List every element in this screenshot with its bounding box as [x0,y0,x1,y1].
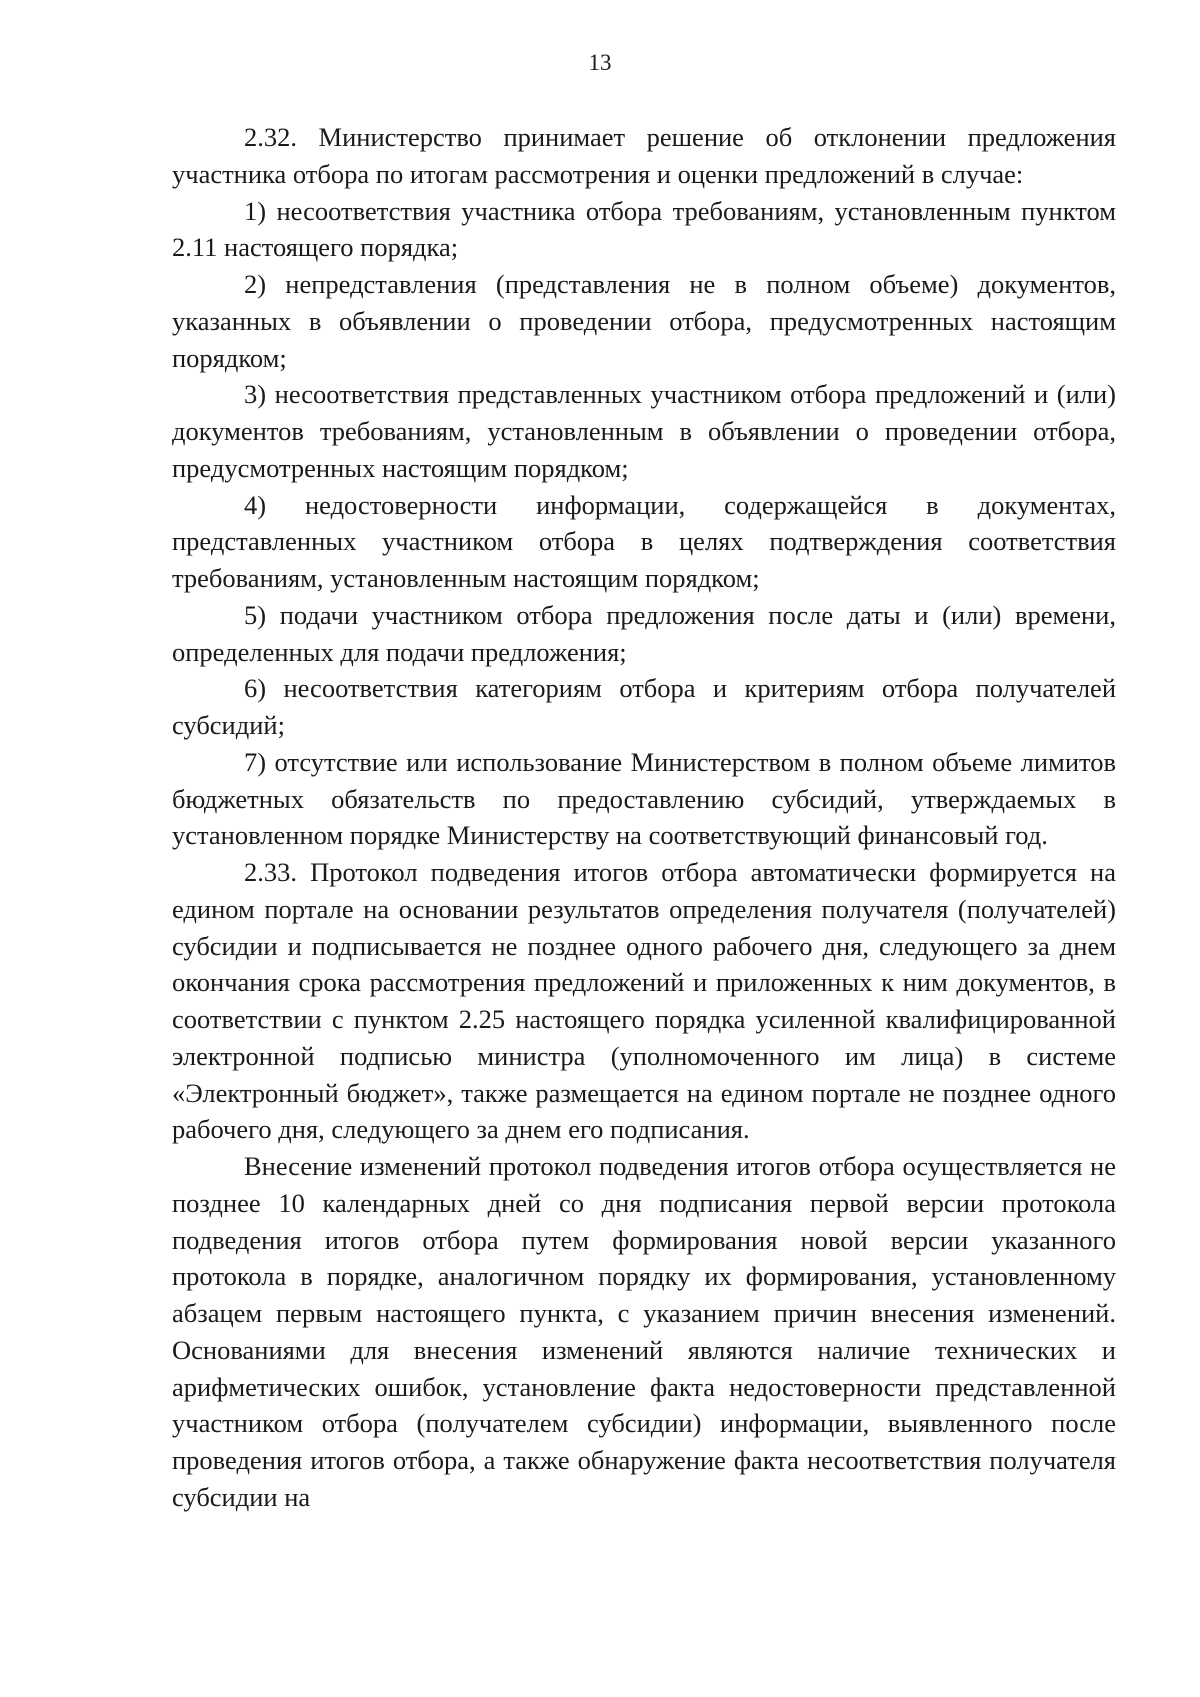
list-item-3: 3) несоответствия представленных участником отбора предложений и (или) документов требованиям, установленным в объявлении о проведении отбора, предусмотренных настоящим порядком; [172,379,1116,483]
list-item-2: 2) непредставления (представления не в полном объеме) документов, указанных в объявлении о проведении отбора, предусмотренных настоящим порядком; [172,269,1116,373]
page-number: 13 [588,50,612,75]
list-item-4: 4) недостоверности информации, содержащейся в документах, представленных участником отбора в целях подтверждения соответствия требованиям, установленным настоящим порядком; [172,489,1116,593]
document-body [172,119,1116,1516]
list-item-5: 5) подачи участником отбора предложения после даты и (или) времени, определенных для подачи предложения; [172,599,1116,667]
list-item-1: 1) несоответствия участника отбора требованиям, установленным пунктом 2.11 настоящего порядка; [172,195,1116,263]
list-item-7: 7) отсутствие или использование Министерством в полном объеме лимитов бюджетных обязательств по предоставлению субсидий, утверждаемых в установленном порядке Министерству на соответствующий финансовый год. [172,746,1116,851]
paragraph-2-33: 2.33. Протокол подведения итогов отбора автоматически формируется на едином портале на основании результатов определения получателя (получателей) субсидии и подписывается не позднее одного рабочего дня, следующего за днем окончания срока рассмотрения предложений и приложенных к ним документов, в соответствии с пунктом 2.25 настоящего порядка усиленной квалифицированной электронной подписью министра (уполномоченного им лица) в системе «Электронный бюджет», также размещается на едином портале не позднее одного рабочего дня, следующего за днем его подписания. [172,857,1116,1145]
paragraph-protocol-changes: Внесение изменений протокол подведения итогов отбора осуществляется не позднее 10 календарных дней со дня подписания первой версии протокола подведения итогов отбора путем формирования новой версии указанного протокола в порядке, аналогичном порядку их формирования, установленному абзацем первым настоящего пункта, с указанием причин внесения изменений. Основаниями для внесения изменений являются наличие технических и арифметических ошибок, установление факта недостоверности представленной участником отбора (получателем субсидии) информации, выявленного после проведения итогов отбора, а также обнаружение факта несоответствия получателя субсидии на [172,1151,1116,1512]
paragraph-2-32: 2.32. Министерство принимает решение об отклонении предложения участника отбора по итогам рассмотрения и оценки предложений в случае: [172,122,1116,189]
list-item-6: 6) несоответствия категориям отбора и критериям отбора получателей субсидий; [172,673,1116,740]
